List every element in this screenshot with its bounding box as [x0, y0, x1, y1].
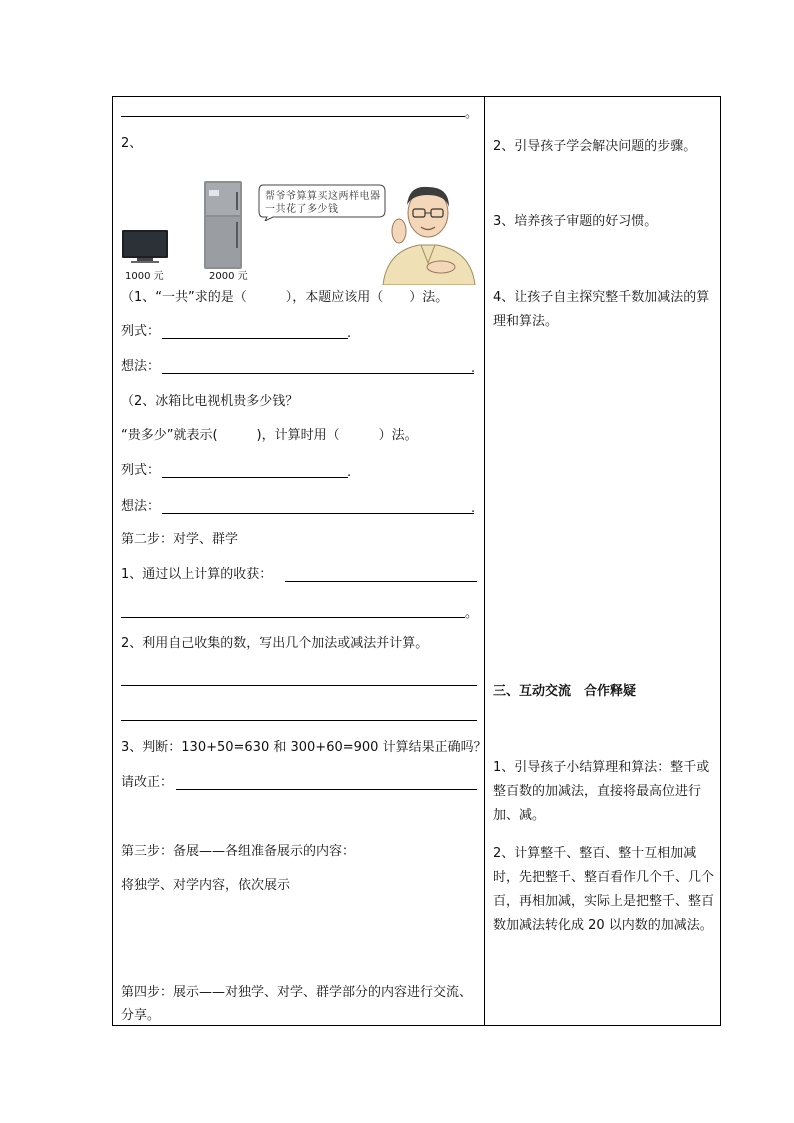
step2-item2: 2、利用自己收集的数，写出几个加法或减法并计算。: [121, 636, 429, 651]
end-period: 。: [465, 606, 479, 621]
gain-line-1: [285, 581, 477, 582]
end-period: 。: [465, 106, 479, 121]
thinking-label-1: 想法：: [121, 359, 161, 374]
section3-item1: 1、引导孩子小结算理和算法：整千或整百数的加减法，直接将最高位进行加、减。: [493, 760, 710, 823]
step2-title: 第二步：对学、群学: [121, 532, 239, 547]
right-item3: 3、培养孩子审题的好习惯。: [493, 214, 658, 229]
formula-label-2: 列式：: [121, 463, 161, 478]
fridge-price: 2000 元: [209, 271, 248, 282]
formula-line-2: [162, 477, 348, 478]
section3-item2: 2、计算整千、整百、整十互相加减时，先把整千、整百看作几个千、几个百，再相加减，实际上是把整千、整百数加减法转化成 20 以内数的加减法。: [493, 846, 715, 933]
question-2-2-note: “贵多少”就表示( )，计算时用（ ）法。: [121, 428, 418, 443]
answer-line: [121, 720, 477, 721]
grandpa-image: [379, 179, 477, 285]
speech-bubble-text: 帮爷爷算算买这两样电器一共花了多少钱: [265, 191, 381, 215]
question-2-2: （2、冰箱比电视机贵多少钱？: [121, 394, 299, 409]
tv-image: [121, 229, 169, 265]
correction-line: [176, 789, 477, 790]
dot-mark: .: [347, 326, 352, 341]
answer-line: [121, 685, 477, 686]
right-item2: 2、引导孩子学会解决问题的步骤。: [493, 139, 697, 154]
step4-text: 第四步：展示——对独学、对学、群学部分的内容进行交流、分享。: [121, 985, 473, 1023]
step3-text: 将独学、对学内容，依次展示: [121, 878, 291, 893]
question-2-1: （1、“一共”求的是（ ），本题应该用（ ）法。: [121, 290, 449, 305]
thinking-line-1: [162, 373, 474, 374]
step2-item3: 3、判断：130+50=630 和 300+60=900 计算结果正确吗？: [121, 740, 487, 755]
formula-line-1: [162, 338, 348, 339]
thinking-line-2: [162, 513, 474, 514]
tv-price: 1000 元: [125, 271, 164, 282]
section3-title: 三、互动交流 合作释疑: [493, 684, 637, 699]
fridge-image: [203, 180, 243, 270]
formula-label-1: 列式：: [121, 324, 161, 339]
question-number: 2、: [121, 136, 143, 151]
thinking-label-2: 想法：: [121, 499, 161, 514]
answer-line: [121, 116, 465, 117]
dot-mark: .: [471, 501, 476, 516]
step2-item1: 1、通过以上计算的收获：: [121, 567, 273, 582]
right-item4: 4、让孩子自主探究整千数加减法的算理和算法。: [493, 290, 710, 329]
gain-line-2: [121, 617, 465, 618]
column-divider: [484, 97, 485, 1025]
dot-mark: .: [471, 361, 476, 376]
correction-label: 请改正：: [121, 775, 174, 790]
lesson-table: [112, 96, 721, 1026]
dot-mark: .: [347, 465, 352, 480]
step3-title: 第三步：备展——各组准备展示的内容：: [121, 844, 356, 859]
